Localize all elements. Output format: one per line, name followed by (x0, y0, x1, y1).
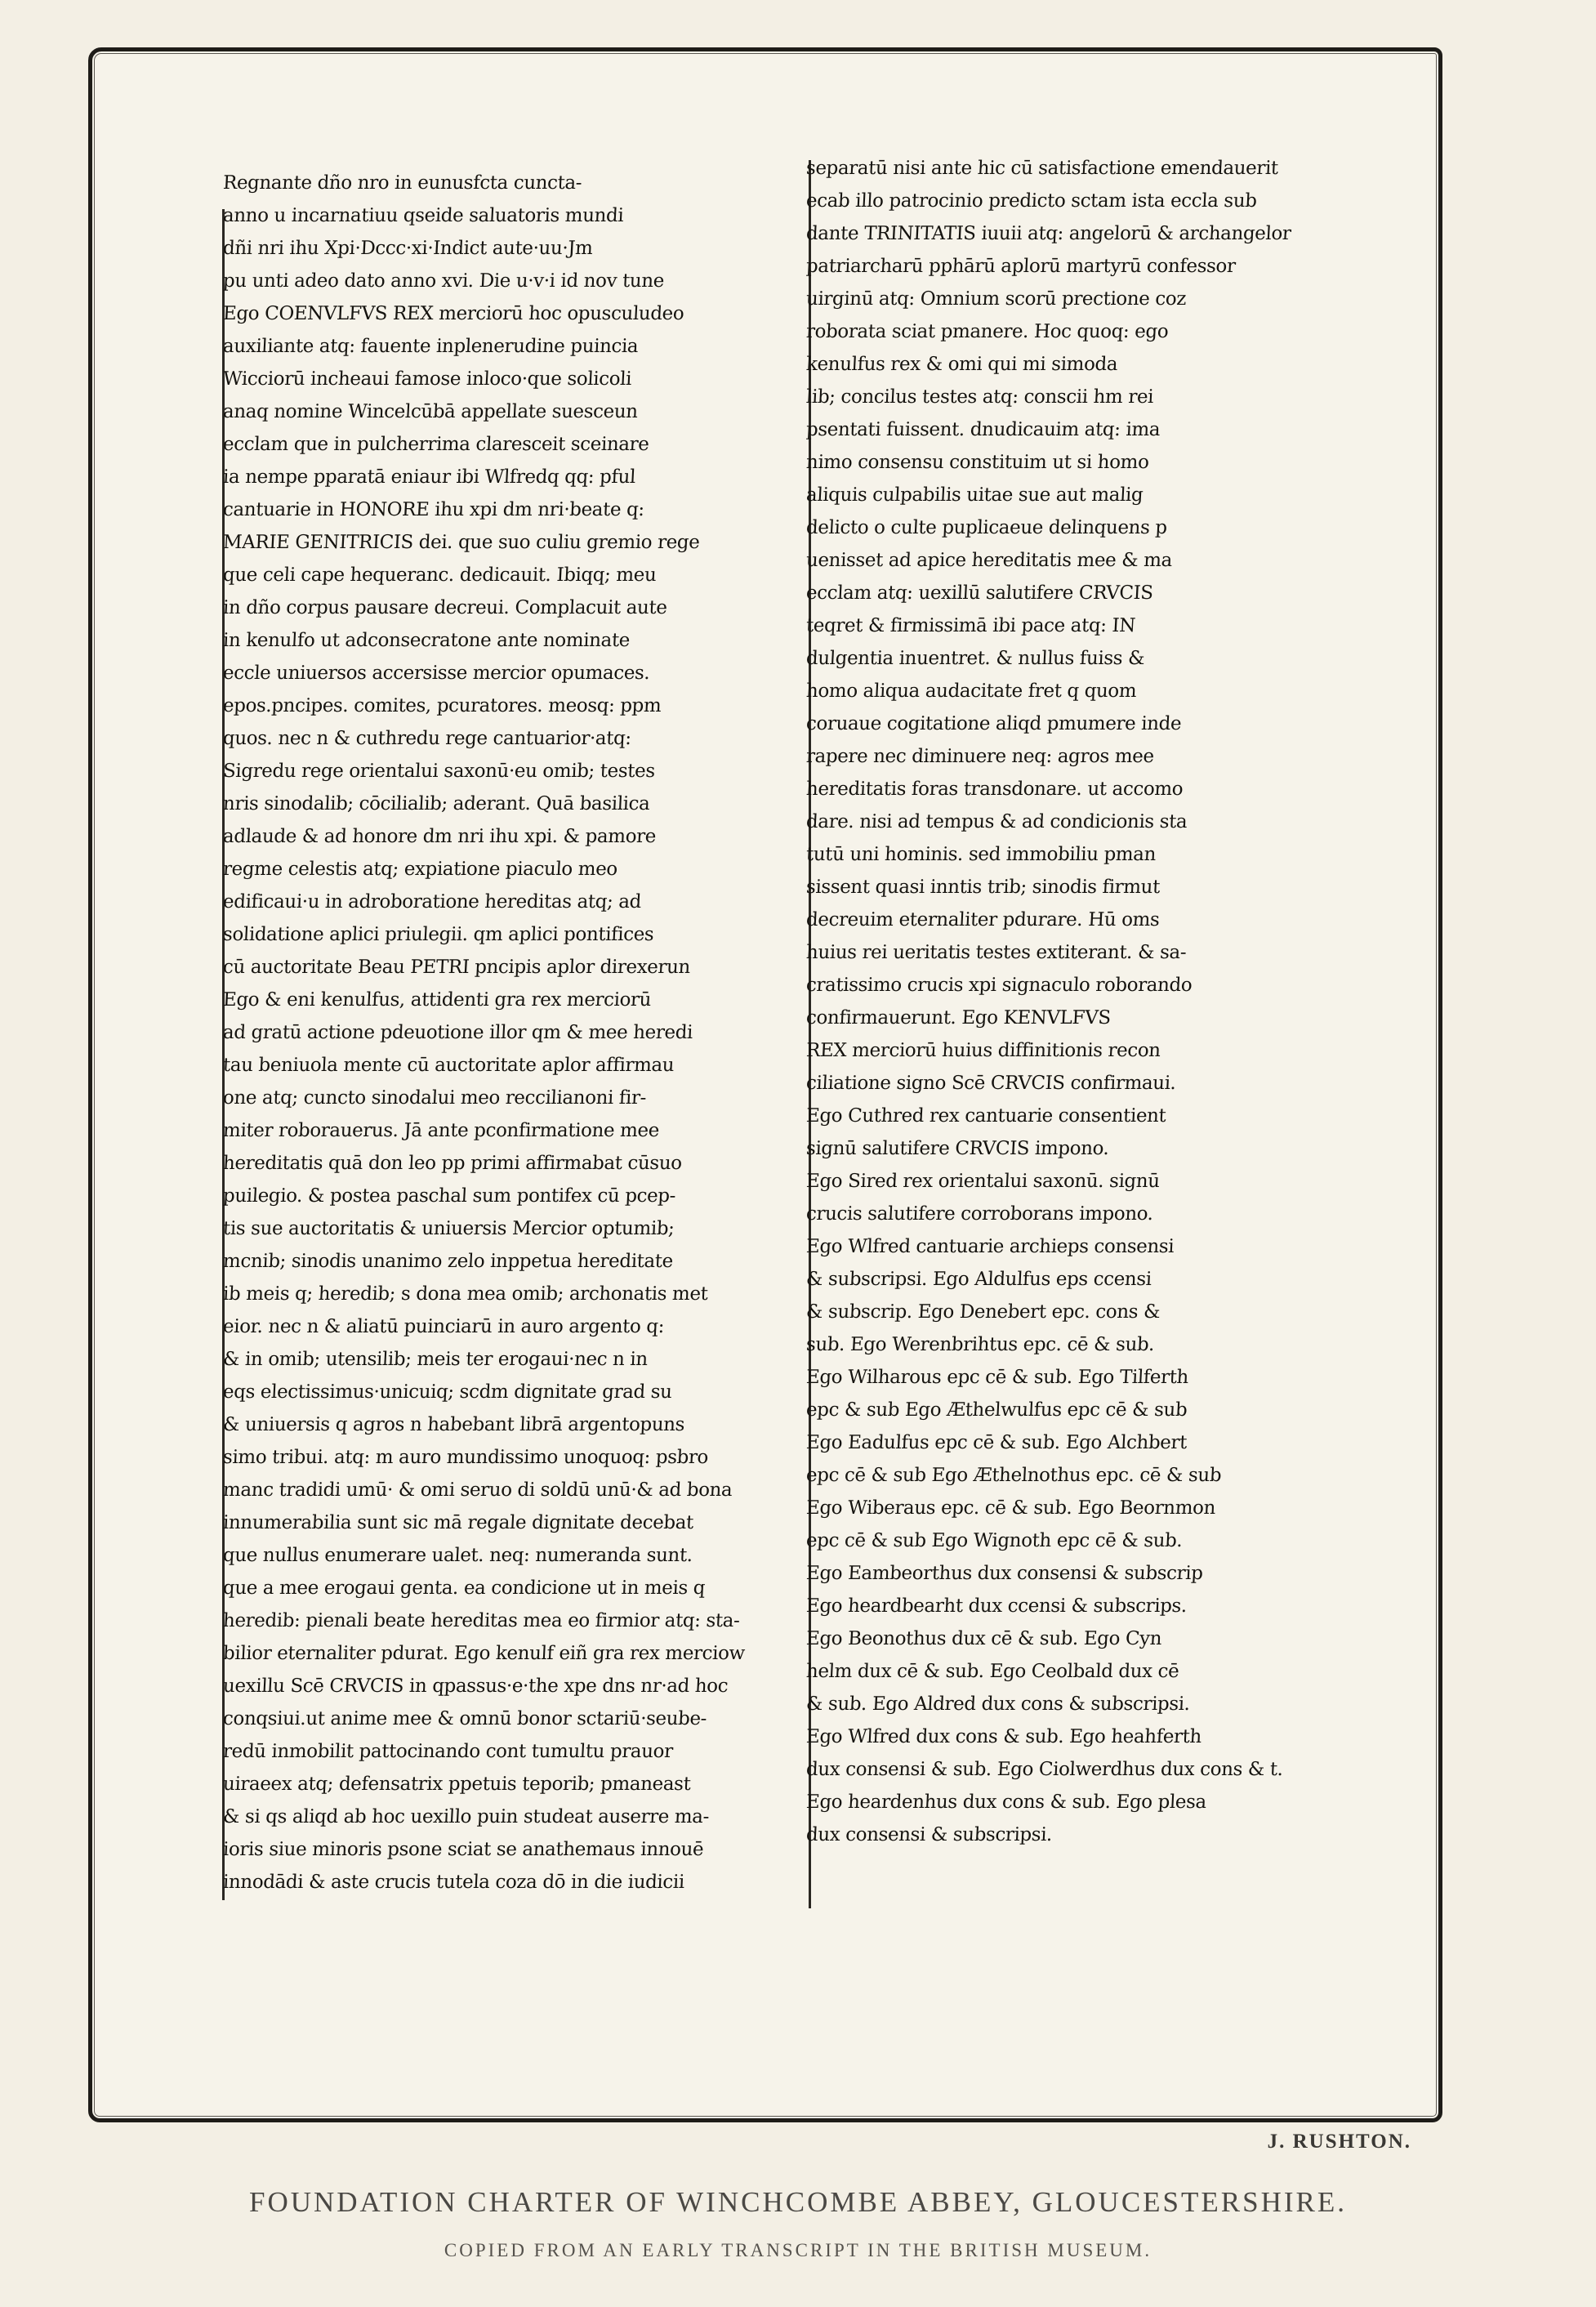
charter-line: ad gratū actione pdeuotione illor qm & mee heredi (222, 1022, 693, 1043)
charter-line: Ego heardenhus dux cons & sub. Ego plesa (805, 1792, 1207, 1813)
charter-line: epc & sub Ego Æthelwulfus epc cē & sub (805, 1399, 1188, 1421)
charter-line: lib; concilus testes atq: conscii hm rei (805, 386, 1154, 408)
charter-line: crucis salutifere corroborans impono. (805, 1203, 1154, 1225)
charter-line: patriarcharū pphārū aplorū martyrū confessor (805, 256, 1237, 277)
charter-line: regme celestis atq; expiatione piaculo meo (222, 859, 618, 880)
charter-line: delicto o culte puplicaeue delinquens p (805, 517, 1168, 538)
charter-line: edificaui·u in adroboratione hereditas atq; ad (222, 891, 642, 913)
charter-line: Ego heardbearht dux ccensi & subscrips. (805, 1595, 1188, 1617)
charter-left-column (222, 167, 804, 1899)
charter-line: Ego Eambeorthus dux consensi & subscrip (805, 1563, 1204, 1584)
charter-line: tau beniuola mente cū auctoritate aplor affirmau (222, 1055, 675, 1076)
charter-line: Ego Wilharous epc cē & sub. Ego Tilferth (805, 1367, 1189, 1388)
charter-line: & si qs aliqd ab hoc uexillo puin studeat auserre ma- (222, 1806, 710, 1827)
charter-line: puilegio. & postea paschal sum pontifex cū pcep- (222, 1185, 676, 1207)
charter-line: que celi cape hequeranc. dedicauit. Ibiqq; meu (222, 564, 658, 586)
charter-line: adlaude & ad honore dm nri ihu xpi. & pamore (222, 826, 657, 847)
charter-line: Ego Eadulfus epc cē & sub. Ego Alchbert (805, 1432, 1188, 1453)
charter-line: sub. Ego Werenbrihtus epc. cē & sub. (805, 1334, 1155, 1355)
charter-line: uirginū atq: Omnium scorū prectione coz (805, 288, 1187, 310)
charter-line: & uniuersis q agros n habebant librā argentopuns (222, 1414, 685, 1435)
charter-line: REX merciorū huius diffinitionis recon (805, 1040, 1161, 1061)
charter-line: que a mee erogaui genta. ea condicione ut in meis q (222, 1577, 706, 1599)
caption-title: FOUNDATION CHARTER OF WINCHCOMBE ABBEY, GLOUCESTERSHIRE. (248, 2186, 1347, 2218)
charter-line: hereditatis foras transdonare. ut accomo (805, 779, 1184, 800)
charter-line: tutū uni hominis. sed immobiliu pman (805, 844, 1157, 865)
charter-line: pu unti adeo dato anno xvi. Die u·v·i id nov tune (222, 270, 665, 292)
charter-line: confirmauerunt. Ego KENVLFVS (805, 1007, 1112, 1029)
charter-line: one atq; cuncto sinodalui meo reccilianoni fir- (222, 1087, 647, 1109)
charter-line: uenisset ad apice hereditatis mee & ma (805, 550, 1173, 571)
charter-line: ioris siue minoris psone sciat se anathemaus innouē (222, 1839, 704, 1860)
charter-line: mcnib; sinodis unanimo zelo inppetua hereditate (222, 1251, 674, 1272)
charter-line: Wicciorū incheaui famose inloco·que solicoli (222, 368, 632, 390)
charter-line: eccle uniuersos accersisse mercior opumaces. (222, 663, 651, 684)
charter-line: redū inmobilit pattocinando cont tumultu prauor (222, 1741, 674, 1762)
charter-line: ecclam atq: uexillū salutifere CRVCIS (805, 582, 1154, 604)
charter-line: Ego & eni kenulfus, attidenti gra rex merciorū (222, 989, 652, 1011)
charter-line: innodādi & aste crucis tutela coza dō in die iudicii (222, 1872, 685, 1893)
charter-line: dulgentia inuentret. & nullus fuiss & (805, 648, 1145, 669)
caption-subtitle: COPIED FROM AN EARLY TRANSCRIPT IN THE BRITISH MUSEUM. (444, 2240, 1152, 2260)
charter-line: Ego Cuthred rex cantuarie consentient (805, 1105, 1167, 1127)
charter-line: psentati fuissent. dnudicauim atq: ima (805, 419, 1161, 440)
charter-line: Sigredu rege orientalui saxonū·eu omib; testes (222, 761, 656, 782)
charter-line: Ego COENVLFVS REX merciorū hoc opusculudeo (222, 303, 684, 324)
charter-line: auxiliante atq: fauente inplenerudine puincia (222, 336, 639, 357)
charter-line: & subscrip. Ego Denebert epc. cons & (805, 1301, 1161, 1323)
charter-line: tis sue auctoritatis & uniuersis Mercior optumib; (222, 1218, 675, 1239)
charter-line: Ego Wiberaus epc. cē & sub. Ego Beornmon (805, 1497, 1216, 1519)
charter-line: signū salutifere CRVCIS impono. (805, 1138, 1110, 1159)
charter-line: Ego Wlfred cantuarie archieps consensi (805, 1236, 1175, 1257)
engraver-credit: J. RUSHTON. (1267, 2131, 1411, 2153)
charter-line: in dño corpus pausare decreui. Complacuit aute (222, 597, 668, 618)
charter-line: cū auctoritate Beau PETRI pncipis aplor direxerun (222, 957, 691, 978)
charter-line: que nullus enumerare ualet. neq: numeranda sunt. (222, 1545, 693, 1566)
charter-line: Ego Beonothus dux cē & sub. Ego Cyn (805, 1628, 1162, 1649)
charter-line: huius rei ueritatis testes extiterant. & sa- (805, 942, 1187, 963)
charter-right-column (805, 152, 1369, 1851)
charter-line: uiraeex atq; defensatrix ppetuis teporib; pmaneast (222, 1774, 692, 1795)
charter-line: ciliatione signo Scē CRVCIS confirmaui. (805, 1073, 1177, 1094)
charter-line: epc cē & sub Ego Wignoth epc cē & sub. (805, 1530, 1184, 1551)
charter-line: solidatione aplici priulegii. qm aplici pontifices (222, 924, 655, 945)
charter-line: rapere nec diminuere neq: agros mee (805, 746, 1155, 767)
charter-line: & in omib; utensilib; meis ter erogaui·nec n in (222, 1349, 649, 1370)
charter-line: decreuim eternaliter pdurare. Hū oms (805, 909, 1161, 930)
charter-line: eior. nec n & aliatū puinciarū in auro argento q: (222, 1316, 665, 1337)
charter-line: MARIE GENITRICIS dei. que suo culiu gremio rege (222, 532, 701, 553)
charter-line: miter roborauerus. Jā ante pconfirmatione mee (222, 1120, 660, 1141)
charter-line: manc tradidi umū· & omi seruo di soldū unū·& ad bona (222, 1479, 733, 1501)
charter-line: roborata sciat pmanere. Hoc quoq: ego (805, 321, 1169, 342)
charter-line: cratissimo crucis xpi signaculo roborando (805, 975, 1193, 996)
charter-line: & sub. Ego Aldred dux cons & subscripsi. (805, 1693, 1191, 1715)
charter-line: Ego Sired rex orientalui saxonū. signū (805, 1171, 1161, 1192)
charter-line: dare. nisi ad tempus & ad condicionis sta (805, 811, 1188, 832)
charter-line: simo tribui. atq: m auro mundissimo unoquoq: psbro (222, 1447, 709, 1468)
charter-line: dante TRINITATIS iuuii atq: angelorū & archangelor (805, 223, 1292, 244)
charter-line: ecclam que in pulcherrima claresceit sceinare (222, 434, 650, 455)
charter-line: nimo consensu constituim ut si homo (805, 452, 1150, 473)
charter-line: hereditatis quā don leo pp primi affirmabat cūsuo (222, 1153, 683, 1174)
charter-line: eqs electissimus·unicuiq; scdm dignitate grad su (222, 1381, 673, 1403)
charter-line: epos.pncipes. comites, pcuratores. meosq: ppm (222, 695, 662, 716)
charter-line: Ego Wlfred dux cons & sub. Ego heahferth (805, 1726, 1202, 1747)
charter-line: separatū nisi ante hic cū satisfactione emendauerit (805, 158, 1279, 179)
charter-line: aliquis culpabilis uitae sue aut malig (805, 484, 1144, 506)
charter-line: helm dux cē & sub. Ego Ceolbald dux cē (805, 1661, 1180, 1682)
charter-line: & subscripsi. Ego Aldulfus eps ccensi (805, 1269, 1152, 1290)
charter-line: cantuarie in HONORE ihu xpi dm nri·beate q: (222, 499, 645, 520)
charter-line: in kenulfo ut adconsecratone ante nominate (222, 630, 631, 651)
charter-line: homo aliqua audacitate fret q quom (805, 680, 1137, 702)
charter-line: uexillu Scē CRVCIS in qpassus·e·the xpe dns nr·ad hoc (222, 1676, 729, 1697)
charter-line: kenulfus rex & omi qui mi simoda (805, 354, 1118, 375)
charter-line: anno u incarnatiuu qseide saluatoris mundi (222, 205, 624, 226)
charter-line: innumerabilia sunt sic mā regale dignitate decebat (222, 1512, 694, 1533)
charter-line: dux consensi & subscripsi. (805, 1824, 1053, 1845)
charter-line: conqsiui.ut anime mee & omnū bonor sctariū·seube- (222, 1708, 707, 1729)
charter-line: coruaue cogitatione aliqd pmumere inde (805, 713, 1182, 734)
charter-line: epc cē & sub Ego Æthelnothus epc. cē & sub (805, 1465, 1222, 1486)
charter-line: anaq nomine Wincelcūbā appellate suesceun (222, 401, 639, 422)
charter-line: Regnante dño nro in eunusfcta cuncta- (222, 172, 582, 194)
charter-line: ecab illo patrocinio predicto sctam ista eccla sub (805, 190, 1258, 212)
charter-line: teqret & firmissimā ibi pace atq: IN (805, 615, 1136, 636)
charter-line: bilior eternaliter pdurat. Ego kenulf eiñ gra rex merciow (222, 1643, 746, 1664)
charter-line: sissent quasi inntis trib; sinodis firmut (805, 877, 1161, 898)
charter-line: dñi nri ihu Xpi·Dccc·xi·Indict aute·uu·Jm (222, 238, 594, 259)
charter-line: ia nempe pparatā eniaur ibi Wlfredq qq: pful (222, 466, 636, 488)
charter-line: quos. nec n & cuthredu rege cantuarior·atq: (222, 728, 632, 749)
charter-line: dux consensi & sub. Ego Ciolwerdhus dux cons & t. (805, 1759, 1284, 1780)
charter-line: nris sinodalib; cōcilialib; aderant. Quā basilica (222, 793, 651, 814)
charter-line: heredib: pienali beate hereditas mea eo firmior atq: sta- (222, 1610, 741, 1631)
charter-line: ib meis q; heredib; s dona mea omib; archonatis met (222, 1283, 709, 1305)
